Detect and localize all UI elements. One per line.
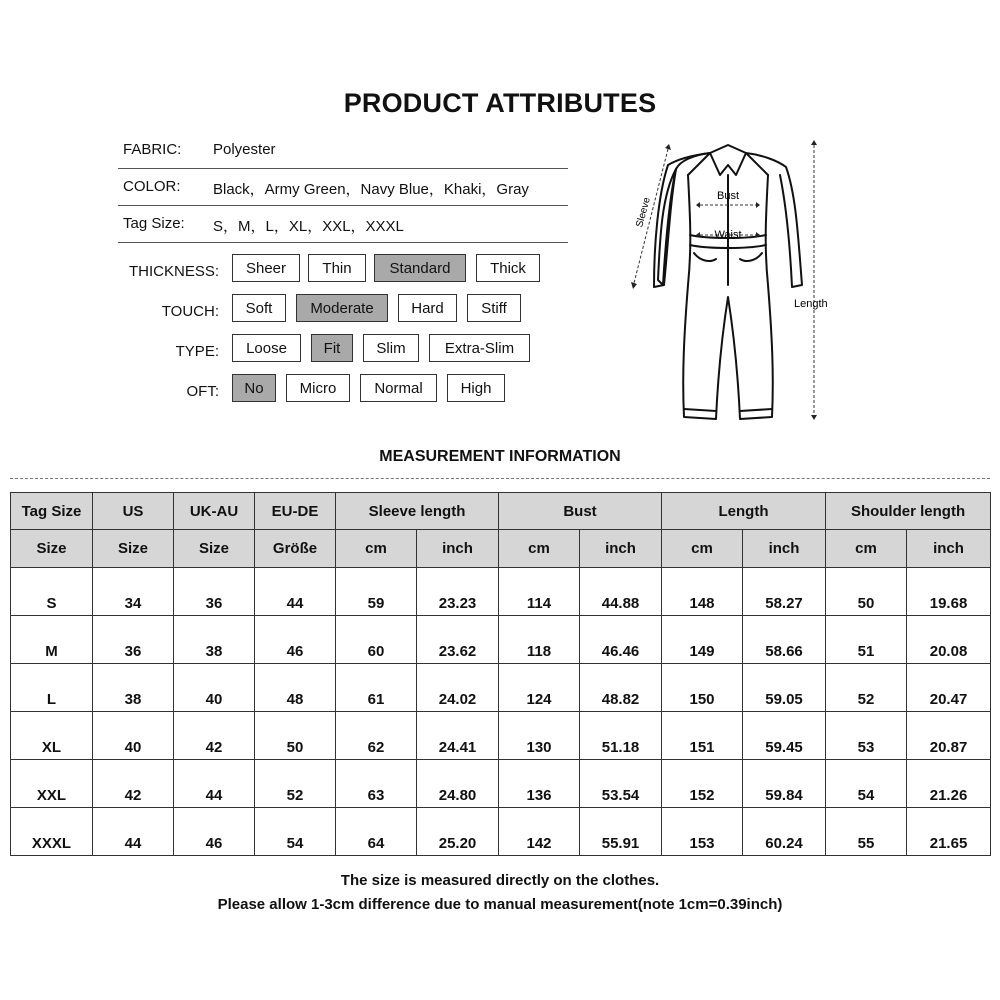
table-cell: L (11, 664, 93, 712)
table-cell: 64 (336, 808, 417, 856)
attr-value: S，M，L，XL，XXL，XXXL (213, 218, 404, 235)
table-cell: 44 (93, 808, 174, 856)
table-cell: 58.66 (743, 616, 826, 664)
length-label: Length (794, 298, 828, 310)
subheader-cell: inch (907, 530, 991, 568)
attr-label: Tag Size: (123, 215, 185, 232)
table-cell: 44 (255, 568, 336, 616)
measurement-table (10, 492, 991, 856)
divider (118, 242, 568, 243)
table-row (11, 760, 991, 808)
table-cell: 36 (174, 568, 255, 616)
sleeve-label: Sleeve (634, 196, 653, 229)
dashed-divider (10, 478, 990, 479)
option-label: TYPE: (175, 343, 219, 360)
table-cell: 114 (499, 568, 580, 616)
subheader-cell: cm (826, 530, 907, 568)
table-cell: 36 (93, 616, 174, 664)
table-cell: 24.41 (417, 712, 499, 760)
table-cell: 59.05 (743, 664, 826, 712)
option-micro[interactable]: Micro (286, 374, 350, 402)
note-line-2: Please allow 1-3cm difference due to manual measurement(note 1cm=0.39inch) (217, 896, 783, 913)
attr-value: Black，Army Green，Navy Blue，Khaki，Gray (213, 181, 529, 198)
table-cell: 20.87 (907, 712, 991, 760)
table-cell: 50 (255, 712, 336, 760)
header-cell: EU-DE (255, 493, 336, 530)
subheader-cell: Größe (255, 530, 336, 568)
option-label: OFT: (186, 383, 219, 400)
table-cell: XL (11, 712, 93, 760)
header-cell: US (93, 493, 174, 530)
header-cell: UK-AU (174, 493, 255, 530)
table-cell: 20.47 (907, 664, 991, 712)
table-cell: 130 (499, 712, 580, 760)
divider (118, 205, 568, 206)
note-line-1: The size is measured directly on the clothes. (340, 872, 660, 889)
table-cell: 52 (826, 664, 907, 712)
table-cell: 46 (174, 808, 255, 856)
table-cell: 21.65 (907, 808, 991, 856)
option-normal[interactable]: Normal (360, 374, 437, 402)
jumpsuit-outline-icon (654, 145, 802, 419)
table-cell: XXL (11, 760, 93, 808)
table-cell: 44.88 (580, 568, 662, 616)
measurement-lines (634, 145, 814, 415)
table-cell: 142 (499, 808, 580, 856)
subheader-cell: cm (336, 530, 417, 568)
table-row (11, 568, 991, 616)
table-cell: 21.26 (907, 760, 991, 808)
table-cell: 53 (826, 712, 907, 760)
table-cell: 54 (255, 808, 336, 856)
table-cell: 53.54 (580, 760, 662, 808)
table-cell: 55 (826, 808, 907, 856)
option-high[interactable]: High (447, 374, 505, 402)
page-title: PRODUCT ATTRIBUTES (343, 88, 657, 118)
subheader-cell: Size (93, 530, 174, 568)
option-thin[interactable]: Thin (308, 254, 366, 282)
table-cell: 23.62 (417, 616, 499, 664)
option-label: TOUCH: (161, 303, 219, 320)
table-cell: 46.46 (580, 616, 662, 664)
table-subheader-row (11, 530, 991, 568)
option-thick[interactable]: Thick (476, 254, 540, 282)
bust-label: Bust (716, 190, 740, 202)
option-hard[interactable]: Hard (398, 294, 457, 322)
option-sheer[interactable]: Sheer (232, 254, 300, 282)
table-cell: 55.91 (580, 808, 662, 856)
table-cell: 51 (826, 616, 907, 664)
table-cell: S (11, 568, 93, 616)
header-cell: Tag Size (11, 493, 93, 530)
subheader-cell: inch (417, 530, 499, 568)
subheader-cell: cm (662, 530, 743, 568)
option-standard[interactable]: Standard (374, 254, 466, 282)
table-row (11, 712, 991, 760)
table-cell: 50 (826, 568, 907, 616)
header-cell: Shoulder length (826, 493, 991, 530)
table-cell: 51.18 (580, 712, 662, 760)
divider (118, 168, 568, 169)
table-cell: 23.23 (417, 568, 499, 616)
table-cell: 59 (336, 568, 417, 616)
table-cell: 60 (336, 616, 417, 664)
header-cell: Bust (499, 493, 662, 530)
table-cell: 151 (662, 712, 743, 760)
table-cell: 62 (336, 712, 417, 760)
subheader-cell: Size (11, 530, 93, 568)
table-cell: 136 (499, 760, 580, 808)
option-slim[interactable]: Slim (363, 334, 419, 362)
table-cell: 19.68 (907, 568, 991, 616)
subheader-cell: inch (743, 530, 826, 568)
measurement-title: MEASUREMENT INFORMATION (379, 448, 621, 465)
table-cell: XXXL (11, 808, 93, 856)
attr-label: COLOR: (123, 178, 181, 195)
table-cell: 118 (499, 616, 580, 664)
table-cell: 38 (174, 616, 255, 664)
table-header-row (11, 493, 991, 530)
table-cell: M (11, 616, 93, 664)
table-cell: 42 (174, 712, 255, 760)
table-cell: 59.84 (743, 760, 826, 808)
subheader-cell: cm (499, 530, 580, 568)
option-soft[interactable]: Soft (232, 294, 286, 322)
table-cell: 20.08 (907, 616, 991, 664)
header-cell: Sleeve length (336, 493, 499, 530)
option-no[interactable]: No (232, 374, 276, 402)
table-cell: 48 (255, 664, 336, 712)
table-cell: 63 (336, 760, 417, 808)
option-label: THICKNESS: (128, 263, 219, 280)
table-cell: 59.45 (743, 712, 826, 760)
table-cell: 54 (826, 760, 907, 808)
table-cell: 149 (662, 616, 743, 664)
header-cell: Length (662, 493, 826, 530)
table-cell: 25.20 (417, 808, 499, 856)
table-row (11, 664, 991, 712)
jumpsuit-diagram (618, 135, 848, 430)
table-cell: 24.02 (417, 664, 499, 712)
table-cell: 46 (255, 616, 336, 664)
option-moderate[interactable]: Moderate (296, 294, 388, 322)
option-fit[interactable]: Fit (311, 334, 353, 362)
table-cell: 44 (174, 760, 255, 808)
subheader-cell: inch (580, 530, 662, 568)
option-extra-slim[interactable]: Extra-Slim (429, 334, 530, 362)
table-cell: 148 (662, 568, 743, 616)
table-cell: 52 (255, 760, 336, 808)
table-cell: 61 (336, 664, 417, 712)
option-loose[interactable]: Loose (232, 334, 301, 362)
table-cell: 153 (662, 808, 743, 856)
table-cell: 40 (174, 664, 255, 712)
waist-label: Waist (714, 229, 742, 241)
table-cell: 152 (662, 760, 743, 808)
table-cell: 24.80 (417, 760, 499, 808)
table-cell: 58.27 (743, 568, 826, 616)
attr-value: Polyester (213, 141, 276, 158)
table-cell: 124 (499, 664, 580, 712)
table-cell: 150 (662, 664, 743, 712)
table-cell: 42 (93, 760, 174, 808)
table-cell: 34 (93, 568, 174, 616)
table-cell: 48.82 (580, 664, 662, 712)
option-stiff[interactable]: Stiff (467, 294, 521, 322)
table-cell: 40 (93, 712, 174, 760)
table-row (11, 808, 991, 856)
table-row (11, 616, 991, 664)
attr-label: FABRIC: (123, 141, 182, 158)
table-body (11, 568, 991, 856)
subheader-cell: Size (174, 530, 255, 568)
table-cell: 60.24 (743, 808, 826, 856)
table-cell: 38 (93, 664, 174, 712)
